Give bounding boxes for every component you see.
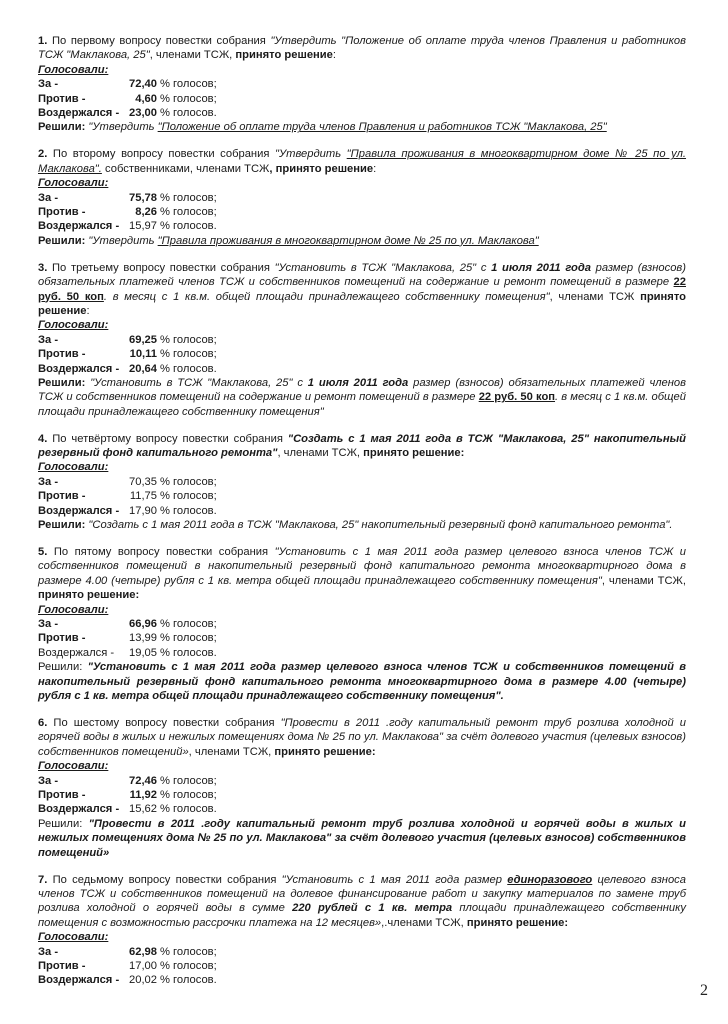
vote-abstain-value: 15,62 xyxy=(129,803,157,816)
agenda-item-7 xyxy=(38,873,686,988)
page-number: 2 xyxy=(700,982,708,999)
vote-abstain-value: 15,97 xyxy=(129,220,157,233)
vote-against-value: 11,75 xyxy=(129,490,157,503)
vote-for: За - 66,96 % голосов; xyxy=(38,618,217,631)
vote-against: Против - 17,00 % голосов; xyxy=(38,959,217,972)
vote-abstain: Воздержался - 15,62 % голосов. xyxy=(38,803,217,816)
vote-for-value: 66,96 xyxy=(129,618,157,631)
accepted-label: принято решение: xyxy=(274,745,376,758)
item-number: 7. xyxy=(38,873,48,886)
vote-for-value: 72,40 xyxy=(129,78,157,91)
vote-abstain: Воздержался - 23,00 % голосов. xyxy=(38,107,217,120)
vote-against-value: 8,26 xyxy=(135,205,157,218)
vote-against-value: 11,92 xyxy=(129,789,157,801)
agenda-item-3 xyxy=(38,261,686,419)
item-number: 1. xyxy=(38,35,48,47)
item-number: 6. xyxy=(38,716,48,729)
vote-against-value: 13,99 xyxy=(129,632,157,645)
vote-heading: Голосовали: xyxy=(38,603,109,616)
accepted-label: принято решение xyxy=(235,49,333,62)
vote-against-value: 10,11 xyxy=(129,348,157,361)
vote-heading: Голосовали: xyxy=(38,319,109,332)
agenda-item-4 xyxy=(38,432,686,533)
vote-abstain-value: 23,00 xyxy=(129,107,157,120)
vote-abstain: Воздержался - 17,90 % голосов. xyxy=(38,504,217,517)
vote-against: Против - 11,92 % голосов; xyxy=(38,789,217,801)
vote-for: За - 70,35 % голосов; xyxy=(38,475,217,488)
vote-heading: Голосовали: xyxy=(38,63,109,76)
vote-against-value: 4,60 xyxy=(135,92,157,105)
accepted-label: принято решение: xyxy=(466,916,569,929)
decision: Решили: "Создать с 1 мая 2011 года в ТСЖ "Маклакова, 25" накопительный резервный фонд капитального ремонта". xyxy=(38,519,673,532)
document-page xyxy=(38,34,686,1000)
vote-for-value: 72,46 xyxy=(129,774,157,787)
item-number: 5. xyxy=(38,546,48,558)
question-text: 2. По второму вопросу повестки собрания "Утвердить "Правила проживания в многоквартирном доме № 25 по ул. Маклакова". собственниками, членами ТСЖ, принято решение: xyxy=(38,148,687,175)
agenda-item-5 xyxy=(38,545,686,703)
vote-abstain-value: 19,05 xyxy=(129,646,157,659)
accepted-label: принято решение: xyxy=(363,447,465,460)
question-quote: "Создать с 1 мая 2011 года в ТСЖ "Маклакова, 25" накопительный резервный фонд капитального ремонта" xyxy=(38,432,686,460)
agenda-item-6 xyxy=(38,716,686,860)
vote-abstain: Воздержался - 15,97 % голосов. xyxy=(38,220,217,233)
decision: Решили: "Утвердить "Правила проживания в многоквартирном доме № 25 по ул. Маклакова" xyxy=(38,234,539,247)
accepted-label: принято решение xyxy=(38,290,686,317)
decision: Решили: "Провести в 2011 .году капитальный ремонт труб розлива холодной и горячей воды в жилых и нежилых помещениях дома № 25 по ул. Маклакова" за счёт долевого участия (целевых взносов) собственников помещений» xyxy=(38,817,686,859)
accepted-label: принято решение: xyxy=(38,589,140,602)
vote-for: За - 75,78 % голосов; xyxy=(38,191,217,204)
vote-for-value: 70,35 xyxy=(129,475,157,488)
question-quote: "Правила проживания в многоквартирном доме № 25 по ул. Маклакова". xyxy=(38,148,687,175)
vote-for-value: 75,78 xyxy=(129,191,157,204)
item-number: 2. xyxy=(38,148,48,161)
vote-for-value: 69,25 xyxy=(129,333,157,346)
question-text: 4. По четвёртому вопросу повестки собрания "Создать с 1 мая 2011 года в ТСЖ "Маклакова, 25" накопительный резервный фонд капитального ремонта", членами ТСЖ, принято решение: xyxy=(38,432,686,460)
vote-against: Против - 13,99 % голосов; xyxy=(38,632,217,645)
agenda-item-2 xyxy=(38,147,686,248)
question-quote: "Утвердить "Положение об оплате труда членов Правления и работников ТСЖ "Маклакова, 25" xyxy=(38,35,686,62)
vote-against-value: 17,00 xyxy=(129,959,157,972)
question-text: 6. По шестому вопросу повестки собрания "Провести в 2011 .году капитальный ремонт труб розлива холодной и горячей воды в жилых и нежилых помещениях дома № 25 по ул. Маклакова" за счёт долевого участия (целевых взносов) собственников помещений», членами ТСЖ, принято решение: xyxy=(38,716,686,758)
question-text: 3. По третьему вопросу повестки собрания "Установить в ТСЖ "Маклакова, 25" с 1 июля 2011 года размер (взносов) обязательных платежей членов ТСЖ и собственников помещений на содержание и ремонт помещений в размере 22 руб. 50 коп. в месяц с 1 кв.м. общей площади принадлежащего собственнику помещения", членами ТСЖ принято решение: xyxy=(38,261,686,317)
item-number: 3. xyxy=(38,261,48,274)
accepted-label: , принято решение xyxy=(269,162,374,175)
vote-abstain: Воздержался - 20,64 % голосов. xyxy=(38,362,217,375)
vote-against: Против - 4,60 % голосов; xyxy=(38,92,217,105)
agenda-item-1 xyxy=(38,34,686,135)
vote-abstain: Воздержался - 19,05 % голосов. xyxy=(38,646,217,659)
vote-heading: Голосовали: xyxy=(38,461,109,474)
question-quote: "Установить с 1 мая 2011 года размер целевого взноса членов ТСЖ и собственников помещений в накопительный резервный фонд капитального ремонта многоквартирного дома в размере 4.00 (четыре) рубля с 1 кв. метра общей площади принадлежащего собственнику помещения" xyxy=(38,546,686,587)
vote-abstain-value: 20,02 xyxy=(129,974,157,987)
vote-for: За - 72,46 % голосов; xyxy=(38,774,217,787)
item-number: 4. xyxy=(38,432,48,445)
decision: Решили: "Установить с 1 мая 2011 года размер целевого взноса членов ТСЖ и собственников помещений в накопительный резервный фонд капитального ремонта многоквартирного дома в размере 4.00 (четыре) рубля с 1 кв. метра общей площади принадлежащего собственнику помещения". xyxy=(38,661,686,703)
vote-heading: Голосовали: xyxy=(38,760,109,773)
vote-for: За - 62,98 % голосов; xyxy=(38,945,217,958)
vote-against: Против - 11,75 % голосов; xyxy=(38,490,217,503)
vote-heading: Голосовали: xyxy=(38,177,109,190)
question-text: 5. По пятому вопросу повестки собрания "Установить с 1 мая 2011 года размер целевого взноса членов ТСЖ и собственников помещений в накопительный резервный фонд капитального ремонта многоквартирного дома в размере 4.00 (четыре) рубля с 1 кв. метра общей площади принадлежащего собственнику помещения", членами ТСЖ, принято решение: xyxy=(38,546,686,602)
vote-against: Против - 8,26 % голосов; xyxy=(38,205,217,218)
question-text: 7. По седьмому вопросу повестки собрания "Установить с 1 мая 2011 года размер единоразового целевого взноса членов ТСЖ и собственников помещений на долевое финансирование работ и закупку материалов по замене труб розлива холодной о горячей воды в сумме 220 рублей с 1 кв. метра площади принадлежащего собственнику помещения с возможностью рассрочки платежа на 12 месяцев»,.членами ТСЖ, принято решение: xyxy=(38,873,686,929)
vote-against: Против - 10,11 % голосов; xyxy=(38,348,217,361)
vote-abstain: Воздержался - 20,02 % голосов. xyxy=(38,974,217,987)
question-quote: "Провести в 2011 .году капитальный ремонт труб розлива холодной и горячей воды в жилых и нежилых помещениях дома № 25 по ул. Маклакова" за счёт долевого участия (целевых взносов) собственников помещений» xyxy=(38,716,686,758)
vote-heading: Голосовали: xyxy=(38,931,109,944)
question-text: 1. По первому вопросу повестки собрания "Утвердить "Положение об оплате труда членов Правления и работников ТСЖ "Маклакова, 25", членами ТСЖ, принято решение: xyxy=(38,35,686,62)
vote-abstain-value: 17,90 xyxy=(129,504,157,517)
vote-for-value: 62,98 xyxy=(129,945,157,958)
decision: Решили: "Установить в ТСЖ "Маклакова, 25" с 1 июля 2011 года размер (взносов) обязательных платежей членов ТСЖ и собственников помещений на содержание и ремонт помещений в размере 22 руб. 50 коп. в месяц с 1 кв.м. общей площади принадлежащего собственнику помещения" xyxy=(38,376,686,418)
decision: Решили: "Утвердить "Положение об оплате труда членов Правления и работников ТСЖ "Маклакова, 25" xyxy=(38,121,607,134)
vote-abstain-value: 20,64 xyxy=(129,362,157,375)
vote-for: За - 69,25 % голосов; xyxy=(38,333,217,346)
vote-for: За - 72,40 % голосов; xyxy=(38,78,217,91)
